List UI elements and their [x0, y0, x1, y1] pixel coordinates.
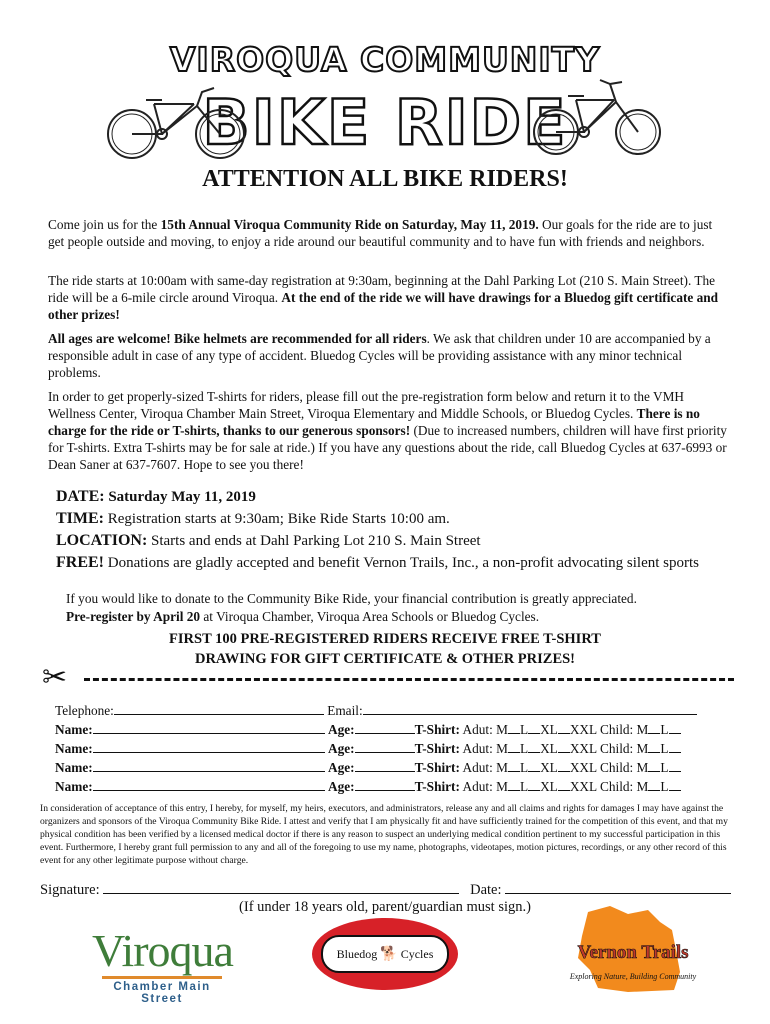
date-field[interactable] [505, 881, 731, 894]
viroqua-logo-text: Viroqua [92, 925, 233, 976]
size-xxl-label: XXL [569, 779, 597, 794]
child-label: Child: M [596, 722, 649, 737]
preregister-bold: Pre-register by April 20 [66, 609, 201, 624]
name-row-4 [55, 778, 681, 796]
banner-line-1: FIRST 100 PRE-REGISTERED RIDERS RECEIVE FREE T-SHIRT [169, 631, 601, 647]
vernon-trails-text: Vernon Trails [577, 942, 689, 963]
size-xl-field[interactable] [558, 759, 570, 772]
child-l-field[interactable] [669, 778, 681, 791]
child-l-label: L [660, 741, 669, 756]
size-xl-label: XL [540, 741, 558, 756]
free-line [56, 552, 756, 574]
title-line-1: VIROQUA COMMUNITY [169, 40, 601, 79]
name-label: Name: [55, 741, 93, 756]
adult-label: Adut: M [459, 760, 508, 775]
title-line-2: BIKE RIDE [202, 86, 568, 159]
child-label: Child: M [596, 760, 649, 775]
child-l-label: L [660, 722, 669, 737]
size-xl-label: XL [540, 722, 558, 737]
size-m-field[interactable] [508, 740, 520, 753]
size-xl-field[interactable] [558, 740, 570, 753]
start-text: The ride starts at 10:00am with same-day registration at 9:30am, beginning at the Dahl Parking Lot (210 S. Main Street). The ride will be a 6-mile circle around Viroqua. [48, 273, 716, 305]
size-xxl-label: XXL [569, 741, 597, 756]
free-label: FREE! [56, 554, 104, 571]
date-label: Date: [470, 882, 502, 898]
name-field[interactable] [93, 721, 325, 734]
signature-label: Signature: [40, 882, 100, 898]
banner-line-2: DRAWING FOR GIFT CERTIFICATE & OTHER PRIZES! [194, 651, 576, 667]
viroqua-chamber-logo [92, 925, 233, 1005]
size-m-field[interactable] [508, 778, 520, 791]
age-field[interactable] [355, 721, 415, 734]
size-xl-field[interactable] [558, 778, 570, 791]
name-label: Name: [55, 779, 93, 794]
signature-row [40, 881, 731, 899]
viroqua-logo-subtitle: Chamber Main Street [113, 981, 211, 1005]
size-xl-label: XL [540, 760, 558, 775]
vernon-trails-tagline: Exploring Nature, Building Community [569, 972, 697, 981]
time-label: TIME: [56, 510, 104, 527]
guardian-note: (If under 18 years old, parent/guardian must sign.) [239, 899, 531, 915]
telephone-field[interactable] [114, 702, 324, 715]
name-field[interactable] [93, 740, 325, 753]
size-l-label: L [519, 760, 529, 775]
age-label: Age: [328, 741, 355, 756]
ages-text: . We ask that children under 10 are accompanied by a responsible adult in case of any type of accident. Bluedog Cycles will be providing assistance with any minor technical problems. [48, 331, 711, 380]
size-l-field[interactable] [528, 740, 540, 753]
time-line [56, 508, 756, 530]
date-value: Saturday May 11, 2019 [104, 489, 256, 505]
size-m-field[interactable] [508, 721, 520, 734]
age-label: Age: [328, 760, 355, 775]
ages-bold: All ages are welcome! Bike helmets are recommended for all riders [48, 331, 427, 346]
waiver-text: In consideration of acceptance of this entry, I hereby, for myself, my heirs, executors, and administrators, release any and all claims and rights for damages I may have against the organizers and sponsors of the Viroqua Community Bike Ride. I attest and verify that I am physically fit and have sufficiently trained for the competition of this event, and that my physical condition has been verified by a licensed medical doctor if there is any reason to suspect an underlying medical condition pertinent to my successful participation in this event. Furthermore, I hereby grant full permission to any and all of the foregoing to use my name, photographs, videotapes, motion pictures, recordings, or any other record of this event for any other legitimate purpose without charge. [40, 803, 728, 866]
tshirt-label: T-Shirt: [414, 760, 460, 775]
child-m-field[interactable] [648, 759, 660, 772]
location-line [56, 530, 756, 552]
age-field[interactable] [355, 740, 415, 753]
signature-field[interactable] [103, 881, 459, 894]
paragraph-tshirts [48, 388, 728, 473]
donate-block [66, 590, 746, 626]
size-l-field[interactable] [528, 759, 540, 772]
adult-label: Adut: M [459, 741, 508, 756]
size-xxl-label: XXL [569, 722, 597, 737]
age-label: Age: [328, 779, 355, 794]
child-label: Child: M [596, 779, 649, 794]
paragraph-intro [48, 216, 728, 250]
size-l-field[interactable] [528, 778, 540, 791]
child-m-field[interactable] [648, 740, 660, 753]
size-l-label: L [519, 741, 529, 756]
age-field[interactable] [355, 759, 415, 772]
age-label: Age: [328, 722, 355, 737]
size-xl-label: XL [540, 779, 558, 794]
intro-text: Come join us for the [48, 217, 161, 232]
vernon-trails-logo [548, 900, 718, 1000]
time-value: Registration starts at 9:30am; Bike Ride Starts 10:00 am. [104, 511, 450, 527]
dog-icon: 🐕 [380, 946, 398, 962]
child-l-label: L [660, 779, 669, 794]
registration-form [55, 702, 715, 792]
attention-heading: ATTENTION ALL BIKE RIDERS! [202, 166, 568, 192]
date-label: DATE: [56, 488, 105, 505]
size-l-label: L [519, 722, 529, 737]
child-label: Child: M [596, 741, 649, 756]
name-row-1 [55, 721, 681, 739]
location-value: Starts and ends at Dahl Parking Lot 210 S. Main Street [147, 533, 481, 549]
telephone-label: Telephone: [55, 703, 114, 718]
bluedog-bone [321, 935, 449, 973]
cut-line [84, 678, 734, 681]
bicycle-right-icon [530, 70, 665, 160]
age-field[interactable] [355, 778, 415, 791]
child-l-label: L [660, 760, 669, 775]
tshirts-text: In order to get properly-sized T-shirts for riders, please fill out the pre-registration form below and return it to the VMH Wellness Center, Viroqua Chamber Main Street, Viroqua Elementary and Middle Schools, or Bluedog Cycles. [48, 389, 684, 421]
bluedog-text: Bluedog [336, 946, 378, 961]
child-m-field[interactable] [648, 721, 660, 734]
adult-label: Adut: M [459, 722, 508, 737]
name-label: Name: [55, 760, 93, 775]
tshirt-label: T-Shirt: [414, 779, 460, 794]
intro-bold: 15th Annual Viroqua Community Ride on Saturday, May 11, 2019. [160, 217, 539, 232]
tshirt-label: T-Shirt: [414, 722, 460, 737]
viroqua-logo-bar [102, 976, 222, 979]
contact-row [55, 702, 697, 720]
size-l-field[interactable] [528, 721, 540, 734]
child-l-field[interactable] [669, 759, 681, 772]
preregister-text: at Viroqua Chamber, Viroqua Area Schools or Bluedog Cycles. [200, 609, 540, 624]
child-l-field[interactable] [669, 721, 681, 734]
size-xxl-label: XXL [569, 760, 597, 775]
paragraph-start [48, 272, 728, 323]
paragraph-ages [48, 330, 728, 381]
location-label: LOCATION: [56, 532, 148, 549]
name-field[interactable] [93, 778, 325, 791]
email-label: Email: [327, 703, 363, 718]
name-field[interactable] [93, 759, 325, 772]
size-xl-field[interactable] [558, 721, 570, 734]
bicycle-left-icon [102, 82, 252, 162]
free-value: Donations are gladly accepted and benefit Vernon Trails, Inc., a non-profit advocating silent sports [104, 555, 699, 571]
child-l-field[interactable] [669, 740, 681, 753]
bluedog-cycles-logo [312, 918, 458, 990]
preregister-line [66, 608, 746, 626]
size-l-label: L [519, 779, 529, 794]
tshirts-bold: There is no charge for the ride or T-shirts, thanks to our generous sponsors! [48, 406, 700, 438]
tshirt-label: T-Shirt: [414, 741, 460, 756]
child-m-field[interactable] [648, 778, 660, 791]
name-row-3 [55, 759, 681, 777]
start-bold: At the end of the ride we will have drawings for a Bluedog gift certificate and other prizes! [48, 290, 719, 322]
intro-text-end: Our goals for the ride are to just get people outside and moving, to enjoy a ride around our beautiful community and to have fun with friends and neighbors. [48, 217, 713, 249]
date-line [56, 486, 756, 508]
cycles-text: Cycles [400, 946, 434, 961]
event-details [56, 486, 756, 574]
adult-label: Adut: M [459, 779, 508, 794]
size-m-field[interactable] [508, 759, 520, 772]
name-label: Name: [55, 722, 93, 737]
email-field[interactable] [363, 702, 697, 715]
scissors-icon: ✂ [42, 660, 68, 695]
name-row-2 [55, 740, 681, 758]
tshirts-text-end: (Due to increased numbers, children will have first priority for T-shirts. Extra T-shirts may be for sale at ride.) If you have any questions about the ride, call Bluedog Cycles at 637-6993 or Dean Saner at 637-7607. Hope to see you there! [48, 423, 727, 472]
donate-line: If you would like to donate to the Community Bike Ride, your financial contribution is greatly appreciated. [66, 591, 637, 606]
